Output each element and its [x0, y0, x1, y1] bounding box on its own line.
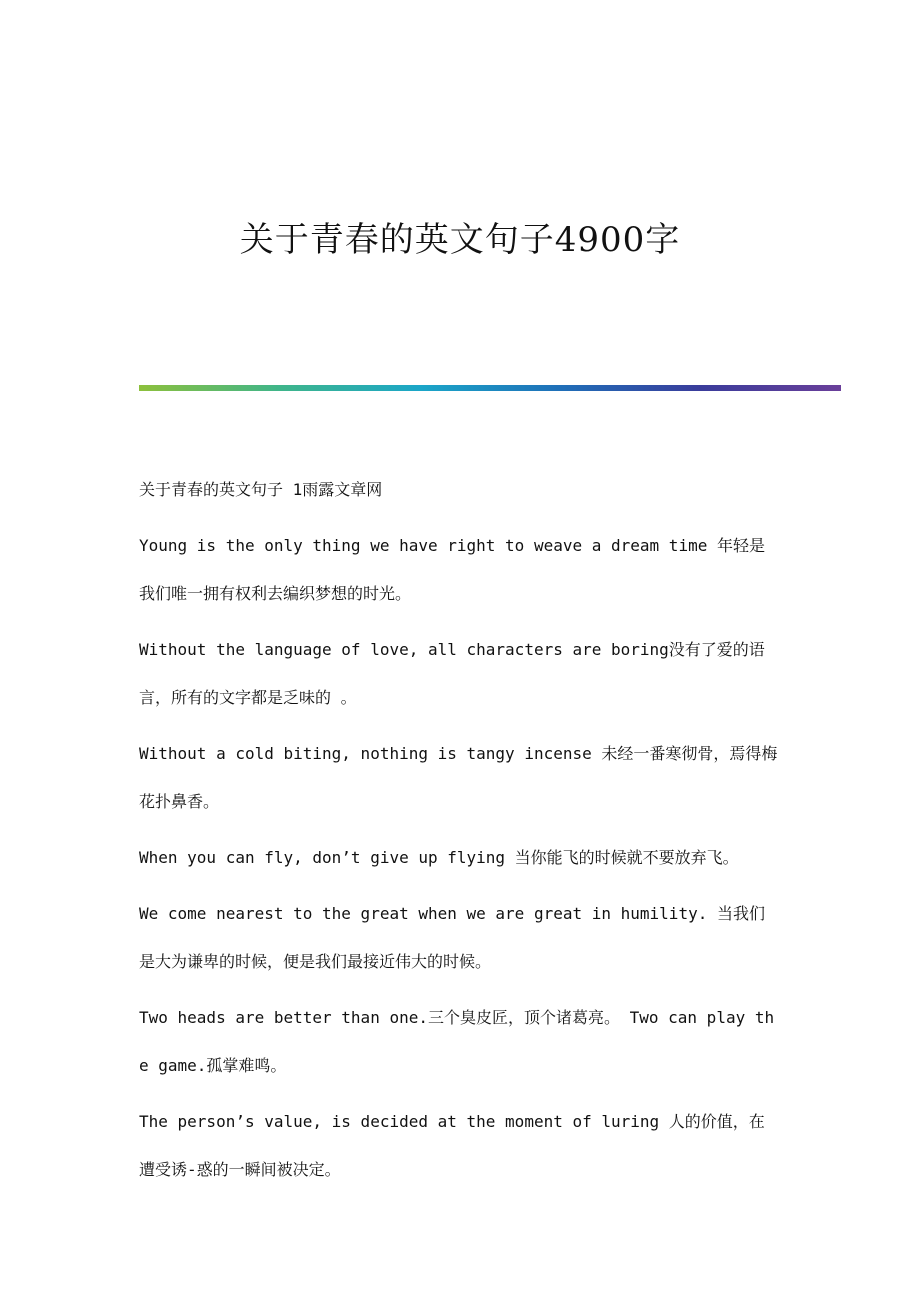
paragraph: Without the language of love, all characters are boring没有了爱的语言，所有的文字都是乏味的 。 — [139, 640, 765, 707]
document-body — [139, 466, 779, 1202]
title-divider — [139, 385, 841, 391]
paragraph: When you can fly, don’t give up flying 当你能飞的时候就不要放弃飞。 — [139, 848, 739, 867]
paragraph: Young is the only thing we have right to weave a dream time 年轻是我们唯一拥有权利去编织梦想的时光。 — [139, 536, 765, 603]
paragraph: The person’s value, is decided at the moment of luring 人的价值，在遭受诱-惑的一瞬间被决定。 — [139, 1112, 765, 1179]
paragraph: Two heads are better than one.三个臭皮匠，顶个诸葛亮。 Two can play the game.孤掌难鸣。 — [139, 1008, 775, 1075]
paragraph: Without a cold biting, nothing is tangy incense 未经一番寒彻骨，焉得梅花扑鼻香。 — [139, 744, 778, 811]
section-heading: 关于青春的英文句子 1雨露文章网 — [139, 480, 383, 499]
page-title: 关于青春的英文句子4900字 — [239, 220, 681, 260]
paragraph: We come nearest to the great when we are great in humility. 当我们是大为谦卑的时候，便是我们最接近伟大的时候。 — [139, 904, 765, 971]
